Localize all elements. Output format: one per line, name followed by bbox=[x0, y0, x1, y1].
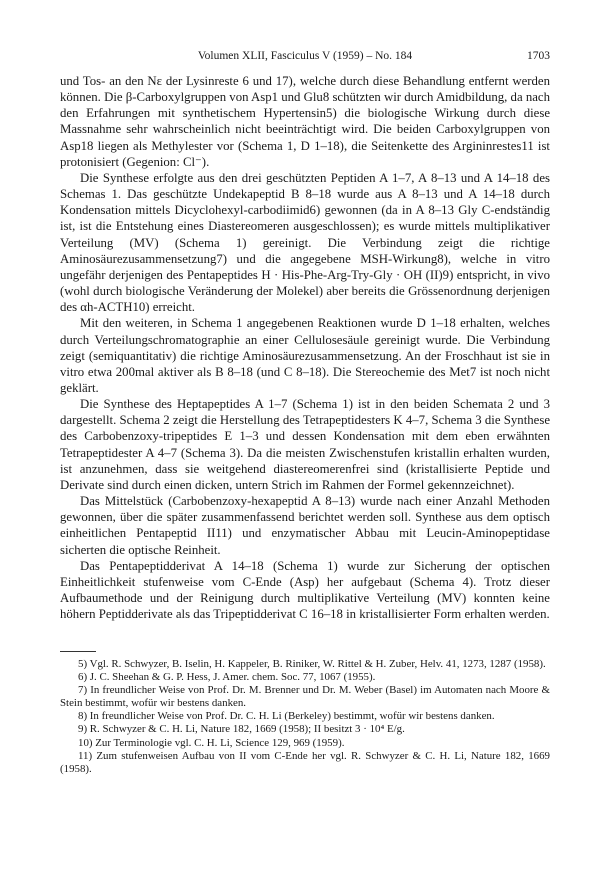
footnote-separator bbox=[60, 651, 96, 652]
paragraph-5: Das Mittelstück (Carbobenzoxy-hexapeptid A 8–13) wurde nach einer Anzahl Methoden gewonnen, über die später zusammenfassend berichtet werden soll. Synthese aus dem optisch einheitlichen Pentapeptid II11) und enzymatischer Abbau mit Leucin-Aminopeptidase sicherten die optische Reinheit. bbox=[60, 494, 550, 557]
footnote-6: 6) J. C. Sheehan & G. P. Hess, J. Amer. chem. Soc. 77, 1067 (1955). bbox=[78, 671, 376, 684]
running-head-title: Volumen XLII, Fasciculus V (1959) – No. 184 bbox=[197, 50, 413, 62]
paragraph-2: Die Synthese erfolgte aus den drei geschützten Peptiden A 1–7, A 8–13 und A 14–18 des Schemas 1. Das geschützte Undekapeptid B 8–18 wurde aus A 8–13 und A 14–18 durch Kondensation mittels Dicyclohexyl-carbodiimid6) gewonnen (da in A 8–13 Gly C-endständig ist, ist die Entstehung eines Diastereomeren ausgeschlossen); es wurde mittels multiplikativer Verteilung (MV) (Schema 1) gereinigt. Die Verbindung zeigt die richtige Aminosäurezusammensetzung7) und die angegebene MSH-Wirkung8), welche in vitro ungefähr derjenigen des Pentapeptides H · His-Phe-Arg-Try-Gly · OH (II)9) entspricht, in vivo (wohl durch biologische Veränderung der Molekel) aber bereits die Grössenordnung derjenigen des αh-ACTH10) erreicht. bbox=[60, 170, 550, 315]
running-header bbox=[60, 50, 550, 66]
footnote-10: 10) Zur Terminologie vgl. C. H. Li, Science 129, 969 (1959). bbox=[78, 736, 345, 749]
body-text bbox=[60, 73, 550, 622]
footnote-8: 8) In freundlicher Weise von Prof. Dr. C. H. Li (Berkeley) bestimmt, wofür wir bestens danken. bbox=[78, 710, 495, 723]
footnote-9: 9) R. Schwyzer & C. H. Li, Nature 182, 1669 (1958); II besitzt 3 · 10⁴ E/g. bbox=[78, 723, 405, 736]
page-number: 1703 bbox=[527, 50, 550, 62]
footnote-5: 5) Vgl. R. Schwyzer, B. Iselin, H. Kappeler, B. Riniker, W. Rittel & H. Zuber, Helv. 41, 1273, 1287 (1958). bbox=[78, 658, 546, 670]
footnote-11: 11) Zum stufenweisen Aufbau von II vom C-Ende her vgl. R. Schwyzer & C. H. Li, Nature 182, 1669 (1958). bbox=[60, 749, 550, 775]
footnote-7: 7) In freundlicher Weise von Prof. Dr. M. Brenner und Dr. M. Weber (Basel) im Automaten nach Moore & Stein bestimmt, wofür wir bestens danken. bbox=[60, 684, 550, 710]
paragraph-6: Das Pentapeptidderivat A 14–18 (Schema 1) wurde zur Sicherung der optischen Einheitlichkeit stufenweise vom C-Ende (Asp) her aufgebaut (Schema 4). Trotz dieser Aufbaumethode und der Reinigung durch multiplikative Verteilung (MV) konnten keine höhern Peptidderivate als das Tripeptidderivat C 16–18 in kristallisierter Form erhalten werden. bbox=[60, 558, 550, 622]
paragraph-3: Mit den weiteren, in Schema 1 angegebenen Reaktionen wurde D 1–18 erhalten, welches durch Verteilungschromatographie an einer Cellulosesäule gereinigt wurde. Die Verbindung zeigt (semiquantitativ) die richtige Aminosäurezusammensetzung. An der Froschhaut ist sie in vitro etwa 200mal aktiver als B 8–18 (und C 8–18). Die Stereochemie des Met7 ist noch nicht geklärt. bbox=[60, 316, 550, 395]
paragraph-1: und Tos- an den Nε der Lysinreste 6 und 17), welche durch diese Behandlung entfernt werden können. Die β-Carboxylgruppen von Asp1 und Glu8 schützten wir durch Amidbildung, da nach den Erfahrungen mit synthetischem Hypertensin5) die biologische Wirkung durch diese Massnahme sehr wahrscheinlich nicht beeinträchtigt wird. Die beiden Carboxylgruppen von Asp18 liegen als Methylester vor (Schema 1, D 1–18), die Seitenkette des Argininrestes11 ist protonisiert (Gegenion: Cl⁻). bbox=[60, 74, 550, 169]
footnotes bbox=[60, 658, 550, 776]
paragraph-4: Die Synthese des Heptapeptides A 1–7 (Schema 1) ist in den beiden Schemata 2 und 3 dargestellt. Schema 2 zeigt die Herstellung des Tetrapeptidesters K 4–7, Schema 3 die Synthese des Carbobenzoxy-tripeptides E 1–3 und dessen Kondensation mit dem eben erwähnten Tetrapeptidester A 4–7 (Schema 3). Da die meisten Zwischenstufen kristallin erhalten wurden, ist anzunehmen, dass sie weitgehend diastereomerenfrei sind (kristallisierte Peptide und Derivate sind durch einen dicken, untern Strich im Rahmen der Formel gekennzeichnet). bbox=[60, 397, 550, 492]
